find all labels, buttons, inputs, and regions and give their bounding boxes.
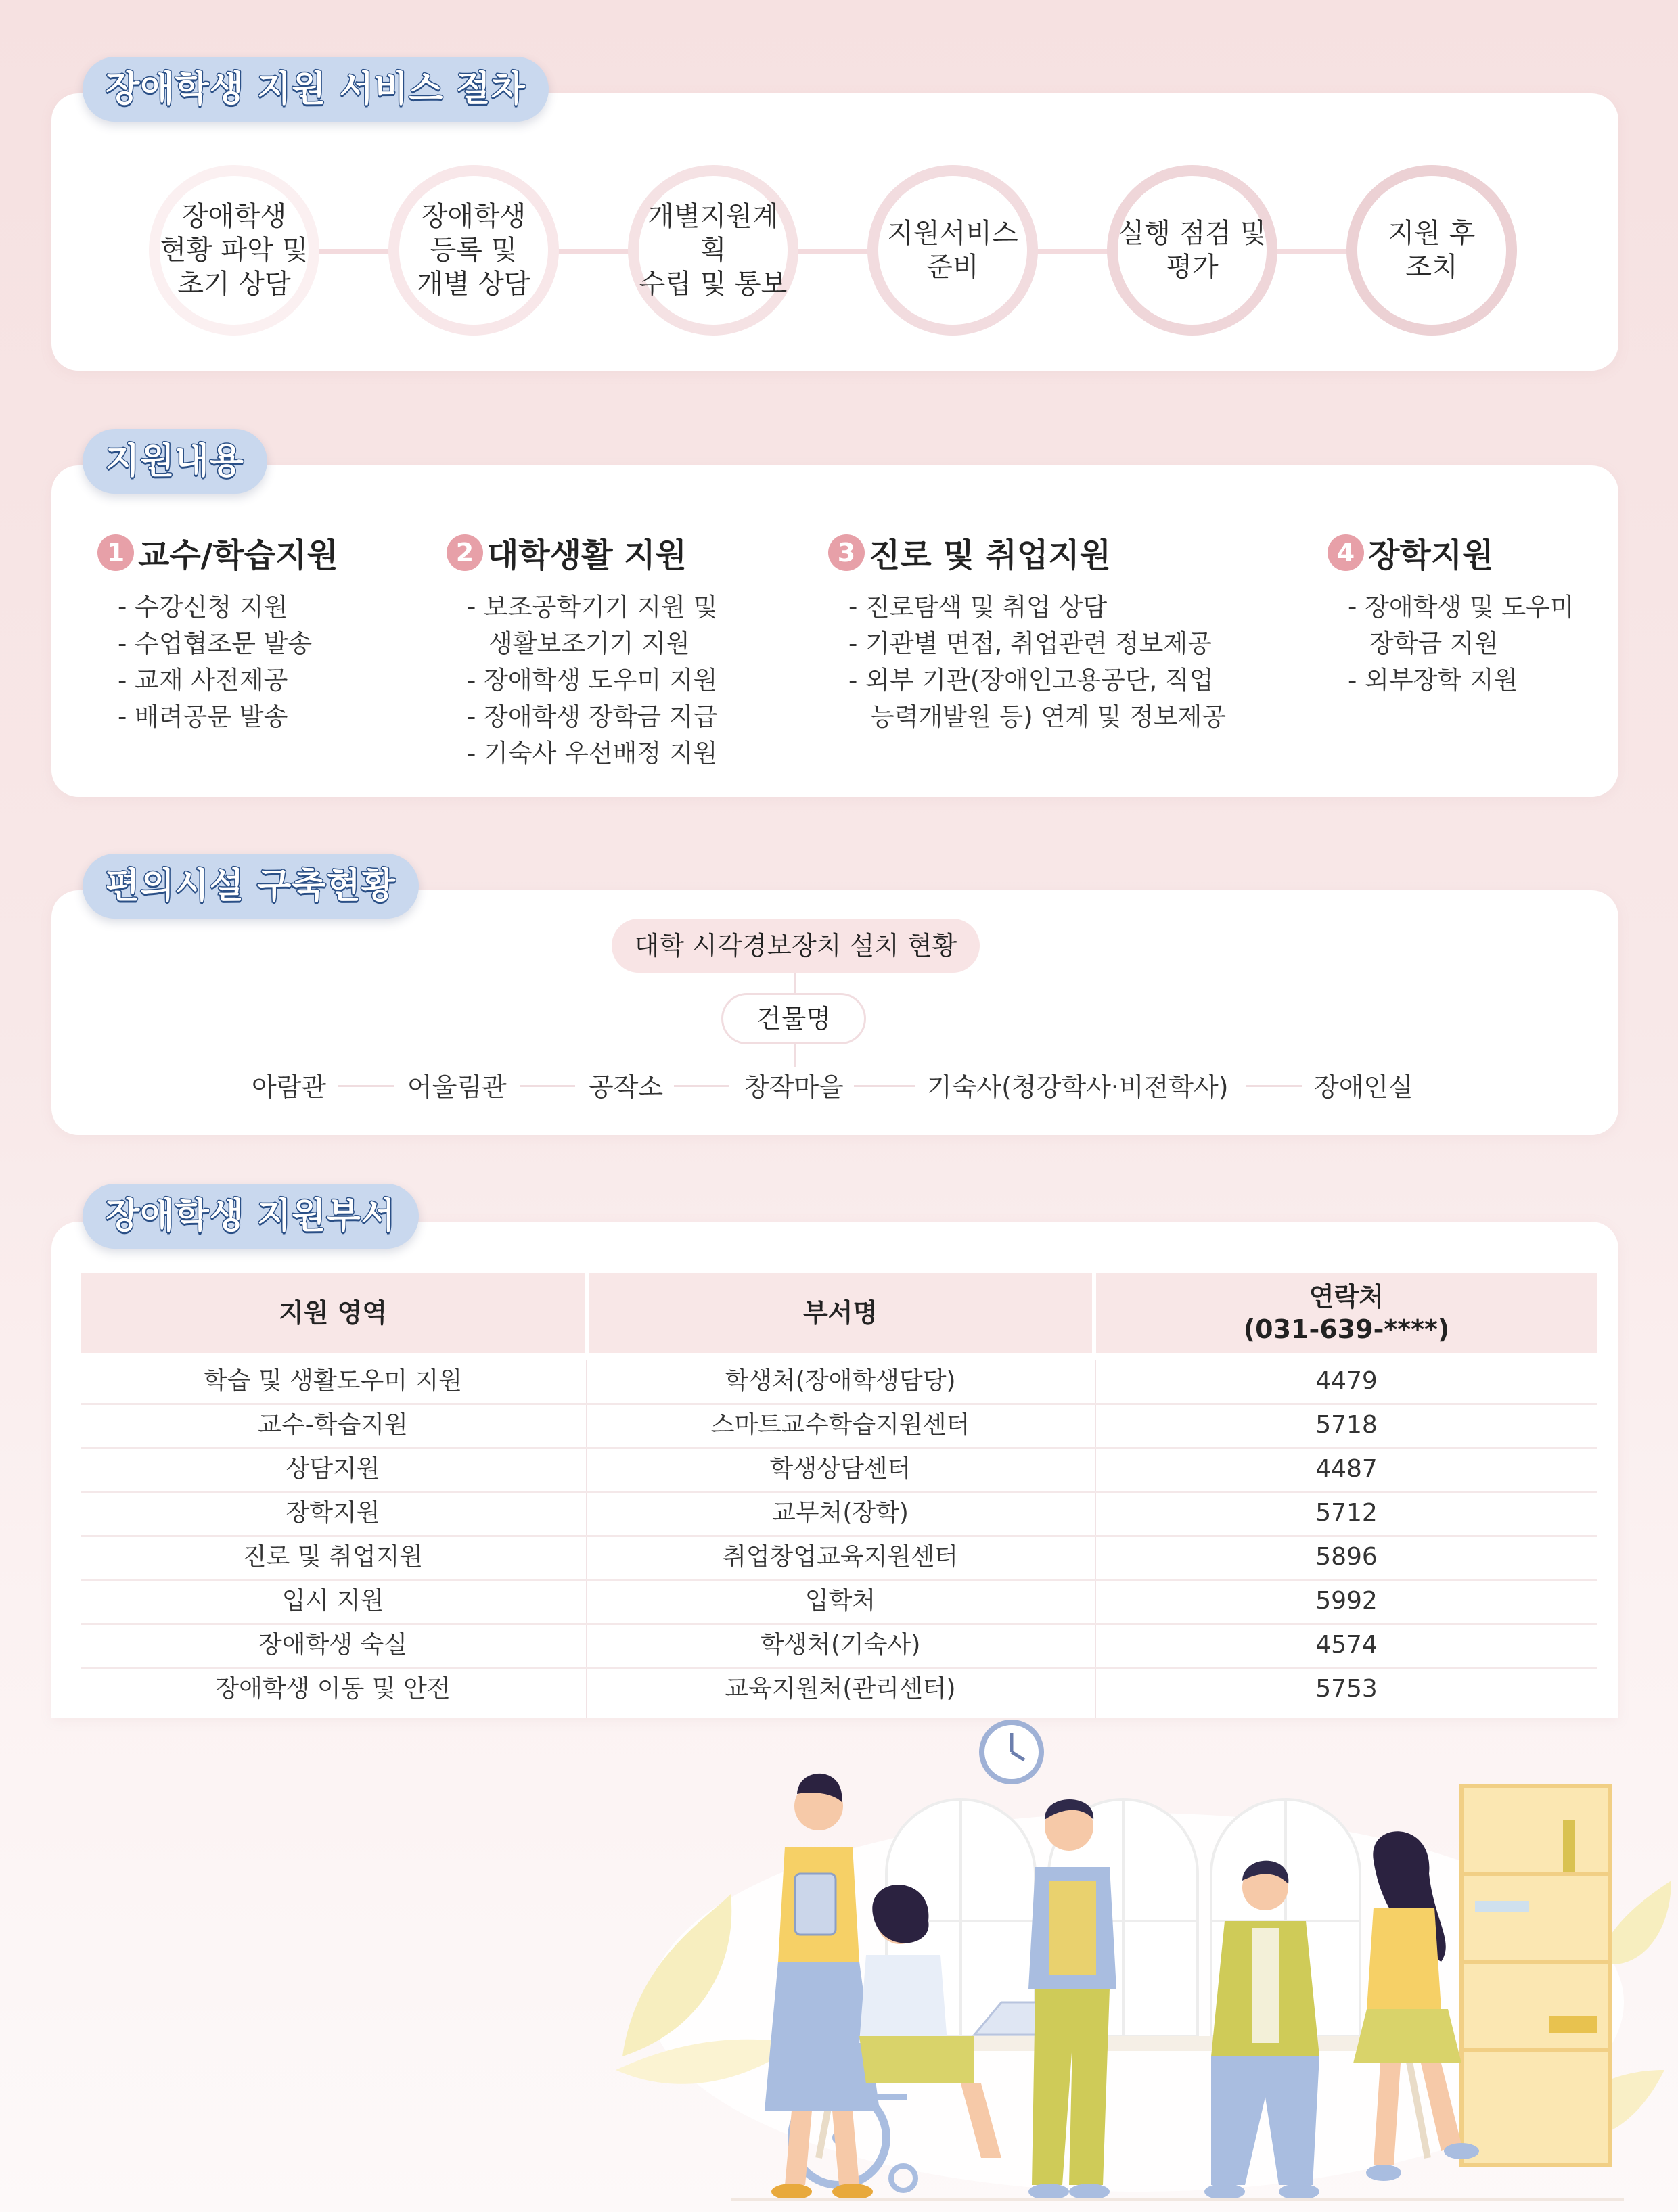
process-step-5 — [1107, 165, 1277, 336]
connector-line — [520, 1085, 575, 1087]
number-badge-icon: 3 — [828, 534, 865, 571]
cell-ext: 4574 — [1315, 1631, 1378, 1659]
step-text: 장애학생 현황 파악 및 초기 상담 — [160, 201, 309, 300]
table-header-area: 지원 영역 — [81, 1273, 585, 1353]
step-text: 개별지원계획 수립 및 통보 — [639, 201, 788, 300]
section-title-departments: 장애학생 지원부서 — [83, 1184, 419, 1249]
connector-line — [338, 1085, 394, 1087]
support-item: - 외부장학 지원 — [1328, 662, 1574, 699]
section-title-facilities: 편의시설 구축현황 — [83, 854, 419, 919]
table-header-contact: 연락처 (031-639-****) — [1096, 1273, 1597, 1353]
cell-ext: 5753 — [1315, 1675, 1378, 1703]
building-item: 장애인실 — [1314, 1072, 1413, 1102]
cell-dept: 교무처(장학) — [772, 1499, 909, 1527]
support-heading-4: 4 장학지원 — [1328, 529, 1574, 576]
table-row — [81, 1580, 1597, 1625]
building-name-label: 건물명 — [721, 993, 866, 1044]
building-item: 어울림관 — [407, 1072, 507, 1102]
support-item: - 보조공학기기 지원 및 — [447, 589, 717, 626]
cell-ext: 5718 — [1315, 1411, 1378, 1439]
step-text: 실행 점검 및 평가 — [1118, 218, 1267, 283]
students-group-illustration-icon — [595, 1718, 1678, 2212]
number-badge-icon: 1 — [97, 534, 134, 571]
cell-ext: 5896 — [1315, 1543, 1378, 1571]
support-column-1 — [97, 529, 338, 735]
support-item: - 외부 기관(장애인고용공단, 직업 — [828, 662, 1226, 699]
facilities-subtitle: 대학 시각경보장치 설치 현황 — [612, 919, 980, 973]
section-title-procedure: 장애학생 지원 서비스 절차 — [83, 57, 549, 122]
support-item: - 진로탐색 및 취업 상담 — [828, 589, 1226, 626]
connector-line — [1246, 1085, 1302, 1087]
connector-vertical — [794, 973, 796, 996]
table-row — [81, 1492, 1597, 1537]
support-item: - 수강신청 지원 — [97, 589, 338, 626]
cell-area: 진로 및 취업지원 — [242, 1543, 424, 1571]
cell-dept: 학생처(장애학생담당) — [725, 1367, 956, 1395]
number-badge-icon: 4 — [1328, 534, 1364, 571]
support-heading-1: 1 교수/학습지원 — [97, 529, 338, 576]
process-step-6 — [1346, 165, 1517, 336]
table-row — [81, 1448, 1597, 1493]
cell-area: 상담지원 — [286, 1455, 380, 1483]
step-text: 지원서비스 준비 — [887, 218, 1018, 283]
process-step-2 — [388, 165, 559, 336]
cell-ext: 5712 — [1315, 1499, 1378, 1527]
section-title-support: 지원내용 — [83, 429, 267, 494]
process-step-3 — [628, 165, 798, 336]
support-item: - 장애학생 도우미 지원 — [447, 662, 717, 699]
support-column-3 — [828, 529, 1226, 735]
table-row — [81, 1536, 1597, 1581]
table-row — [81, 1404, 1597, 1449]
process-step-1 — [149, 165, 319, 336]
process-step-4 — [867, 165, 1038, 336]
connector-vertical — [794, 1044, 796, 1067]
cell-area: 학습 및 생활도우미 지원 — [203, 1367, 463, 1395]
support-item: - 배려공문 발송 — [97, 699, 338, 735]
table-row — [81, 1667, 1597, 1711]
support-item: - 기숙사 우선배정 지원 — [447, 735, 717, 772]
step-text: 지원 후 조치 — [1388, 218, 1476, 283]
cell-dept: 교육지원처(관리센터) — [725, 1675, 956, 1703]
cell-dept: 취업창업교육지원센터 — [723, 1543, 958, 1571]
step-text: 장애학생 등록 및 개별 상담 — [417, 201, 530, 300]
cell-area: 장애학생 이동 및 안전 — [215, 1675, 451, 1703]
cell-dept: 스마트교수학습지원센터 — [710, 1411, 970, 1439]
support-item: 장학금 지원 — [1369, 629, 1499, 658]
cell-dept: 학생상담센터 — [769, 1455, 911, 1483]
cell-area: 장학지원 — [286, 1499, 380, 1527]
building-item: 기숙사(청강학사·비전학사) — [927, 1072, 1229, 1102]
building-item: 아람관 — [252, 1072, 327, 1102]
table-row — [81, 1360, 1597, 1405]
cell-dept: 학생처(기숙사) — [760, 1631, 921, 1659]
support-item: - 장애학생 장학금 지급 — [447, 699, 717, 735]
building-item: 공작소 — [589, 1072, 664, 1102]
support-item: 능력개발원 등) 연계 및 정보제공 — [870, 702, 1227, 731]
support-item: 생활보조기기 지원 — [489, 629, 690, 658]
support-heading-2: 2 대학생활 지원 — [447, 529, 717, 576]
cell-area: 입시 지원 — [281, 1587, 384, 1615]
table-header-dept: 부서명 — [589, 1273, 1092, 1353]
connector-line — [674, 1085, 729, 1087]
support-item: - 교재 사전제공 — [97, 662, 338, 699]
support-item: - 장애학생 및 도우미 — [1328, 589, 1574, 626]
table-row — [81, 1623, 1597, 1669]
cell-area: 교수-학습지원 — [258, 1411, 408, 1439]
support-column-4 — [1328, 529, 1574, 699]
connector-line — [854, 1085, 915, 1087]
support-heading-3: 3 진로 및 취업지원 — [828, 529, 1226, 576]
building-item: 창작마을 — [744, 1072, 844, 1102]
cell-area: 장애학생 숙실 — [258, 1631, 408, 1659]
support-item: - 수업협조문 발송 — [97, 626, 338, 662]
cell-dept: 입학처 — [804, 1587, 876, 1615]
cell-ext: 4487 — [1315, 1455, 1378, 1483]
cell-ext: 4479 — [1315, 1367, 1378, 1395]
support-item: - 기관별 면접, 취업관련 정보제공 — [828, 626, 1226, 662]
number-badge-icon: 2 — [447, 534, 483, 571]
cell-ext: 5992 — [1315, 1587, 1378, 1615]
support-column-2 — [447, 529, 717, 772]
